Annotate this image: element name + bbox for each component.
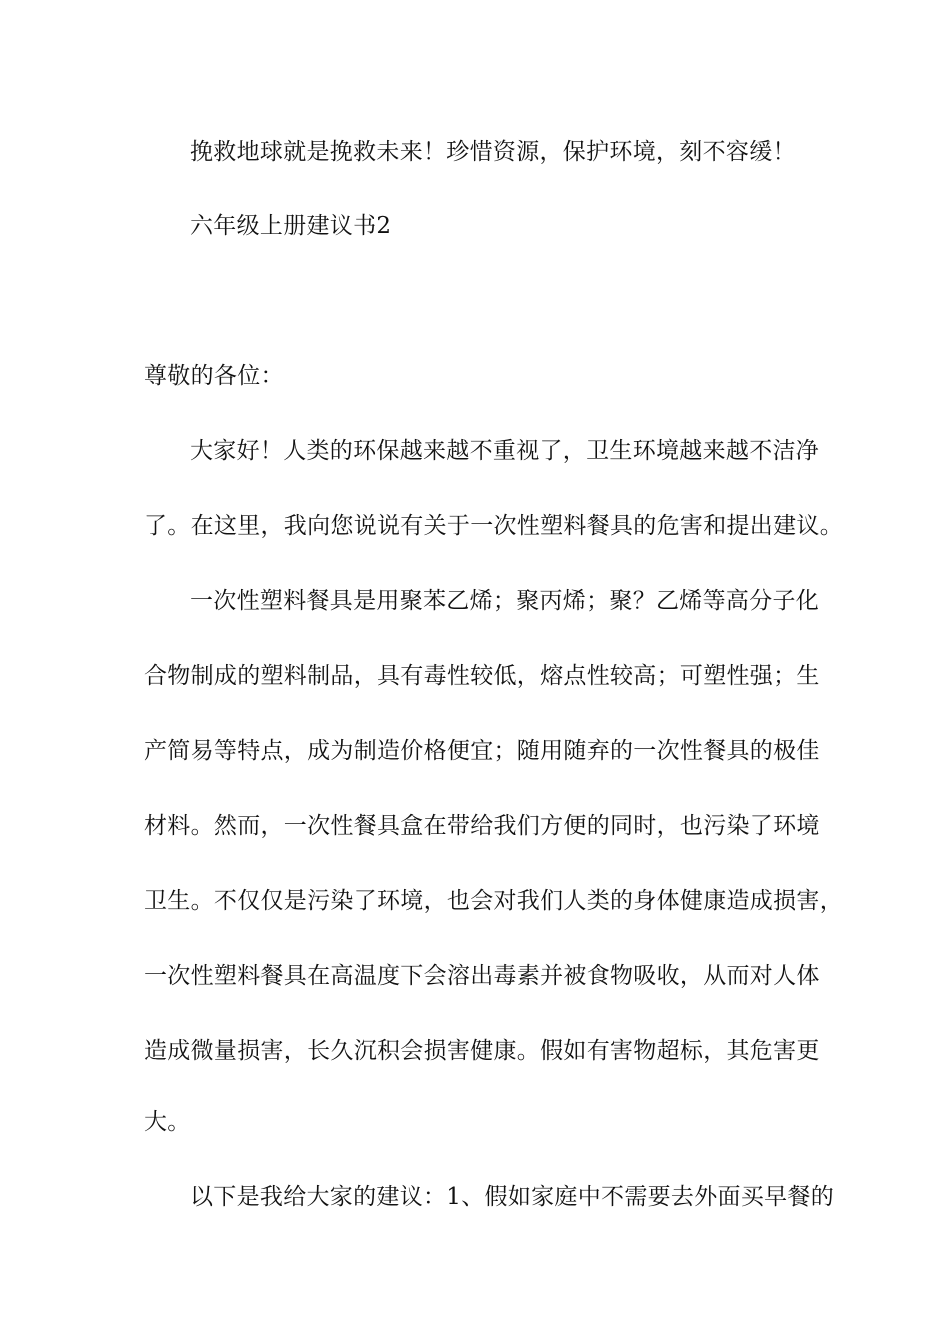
paragraph-line: 造成微量损害，长久沉积会损害健康。假如有害物超标，其危害更	[144, 1038, 820, 1064]
paragraph-line: 产简易等特点，成为制造价格便宜；随用随弃的一次性餐具的极佳	[144, 738, 820, 764]
paragraph-line: 了。在这里，我向您说说有关于一次性塑料餐具的危害和提出建议。	[144, 513, 843, 539]
section-heading: 六年级上册建议书2	[190, 213, 392, 239]
paragraph-line: 大。	[144, 1109, 191, 1135]
paragraph-line: 卫生。不仅仅是污染了环境，也会对我们人类的身体健康造成损害，	[144, 888, 843, 914]
paragraph-line: 一次性塑料餐具是用聚苯乙烯；聚丙烯；聚？乙烯等高分子化	[190, 588, 820, 614]
paragraph-line: 大家好！人类的环保越来越不重视了，卫生环境越来越不洁净	[190, 438, 820, 464]
paragraph-line: 以下是我给大家的建议：1、假如家庭中不需要去外面买早餐的	[190, 1184, 835, 1210]
salutation: 尊敬的各位：	[144, 363, 284, 389]
paragraph-line: 材料。然而，一次性餐具盒在带给我们方便的同时，也污染了环境	[144, 813, 820, 839]
paragraph-line: 合物制成的塑料制品，具有毒性较低，熔点性较高；可塑性强；生	[144, 663, 820, 689]
paragraph-line: 一次性塑料餐具在高温度下会溶出毒素并被食物吸收，从而对人体	[144, 963, 820, 989]
closing-slogan-line: 挽救地球就是挽救未来！珍惜资源，保护环境，刻不容缓！	[190, 139, 796, 165]
